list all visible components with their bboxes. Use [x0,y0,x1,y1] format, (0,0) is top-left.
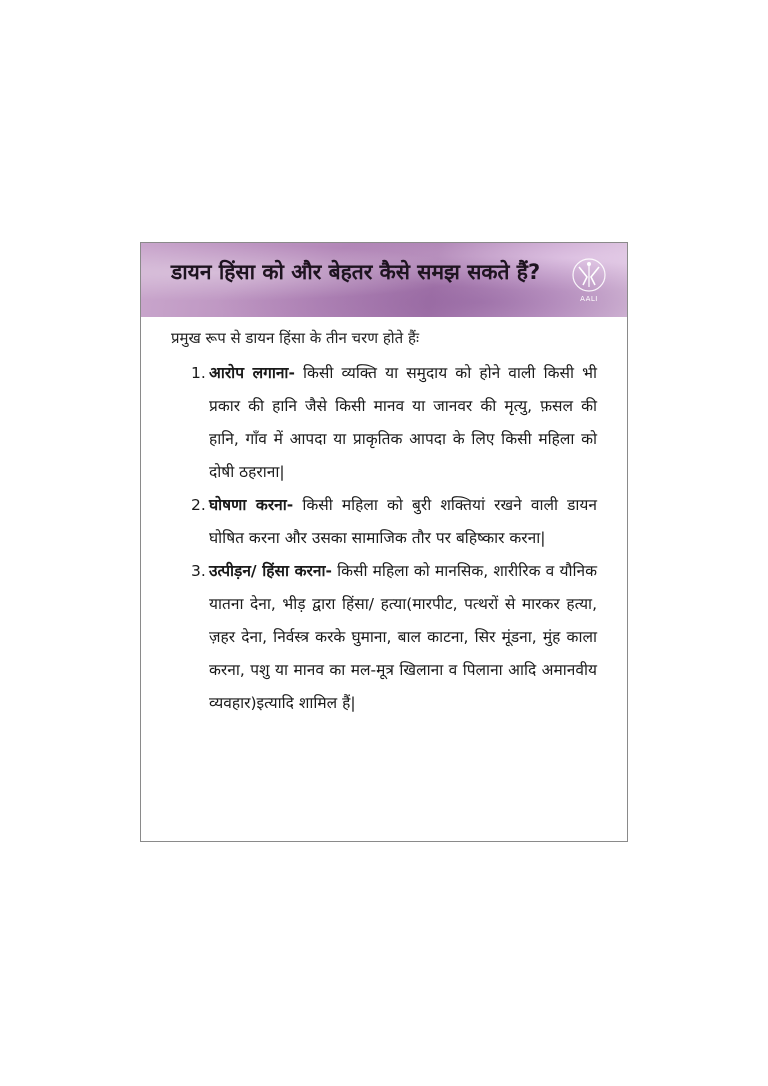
item-heading: घोषणा करना- [209,496,294,514]
item-text: किसी व्यक्ति या समुदाय को होने वाली किसी भी प्रकार की हानि जैसे किसी मानव या जानवर की मृत्यु, फ़सल की हानि, गाँव में आपदा या प्राकृतिक आपदा के लिए किसी महिला को दोषी ठहराना| [209,364,597,481]
item-heading: उत्पीड़न/ हिंसा करना- [209,562,332,580]
item-number: 3. [191,562,206,580]
title-banner [141,243,627,317]
item-number: 1. [191,364,206,382]
item-heading: आरोप लगाना- [209,364,295,382]
list-item [191,357,597,489]
stages-list [191,357,597,720]
card-title: डायन हिंसा को और बेहतर कैसे समझ सकते हैं? [171,260,541,284]
info-card [140,242,628,842]
list-item [191,489,597,555]
item-number: 2. [191,496,206,514]
logo-label: AALI [580,295,598,303]
item-text: किसी महिला को मानसिक, शारीरिक व यौनिक यातना देना, भीड़ द्वारा हिंसा/ हत्या(मारपीट, पत्थरों से मारकर हत्या, ज़हर देना, निर्वस्त्र करके घुमाना, बाल काटना, सिर मूंडना, मुंह काला करना, पशु या मानव का मल-मूत्र खिलाना व पिलाना आदि अमानवीय व्यवहार)इत्यादि शामिल हैं| [209,562,597,712]
item-text: किसी महिला को बुरी शक्तियां रखने वाली डायन घोषित करना और उसका सामाजिक तौर पर बहिष्कार करना| [209,496,598,547]
aali-logo-icon [567,255,611,305]
intro-text: प्रमुख रूप से डायन हिंसा के तीन चरण होते हैंः [171,329,419,347]
list-item [191,555,597,720]
